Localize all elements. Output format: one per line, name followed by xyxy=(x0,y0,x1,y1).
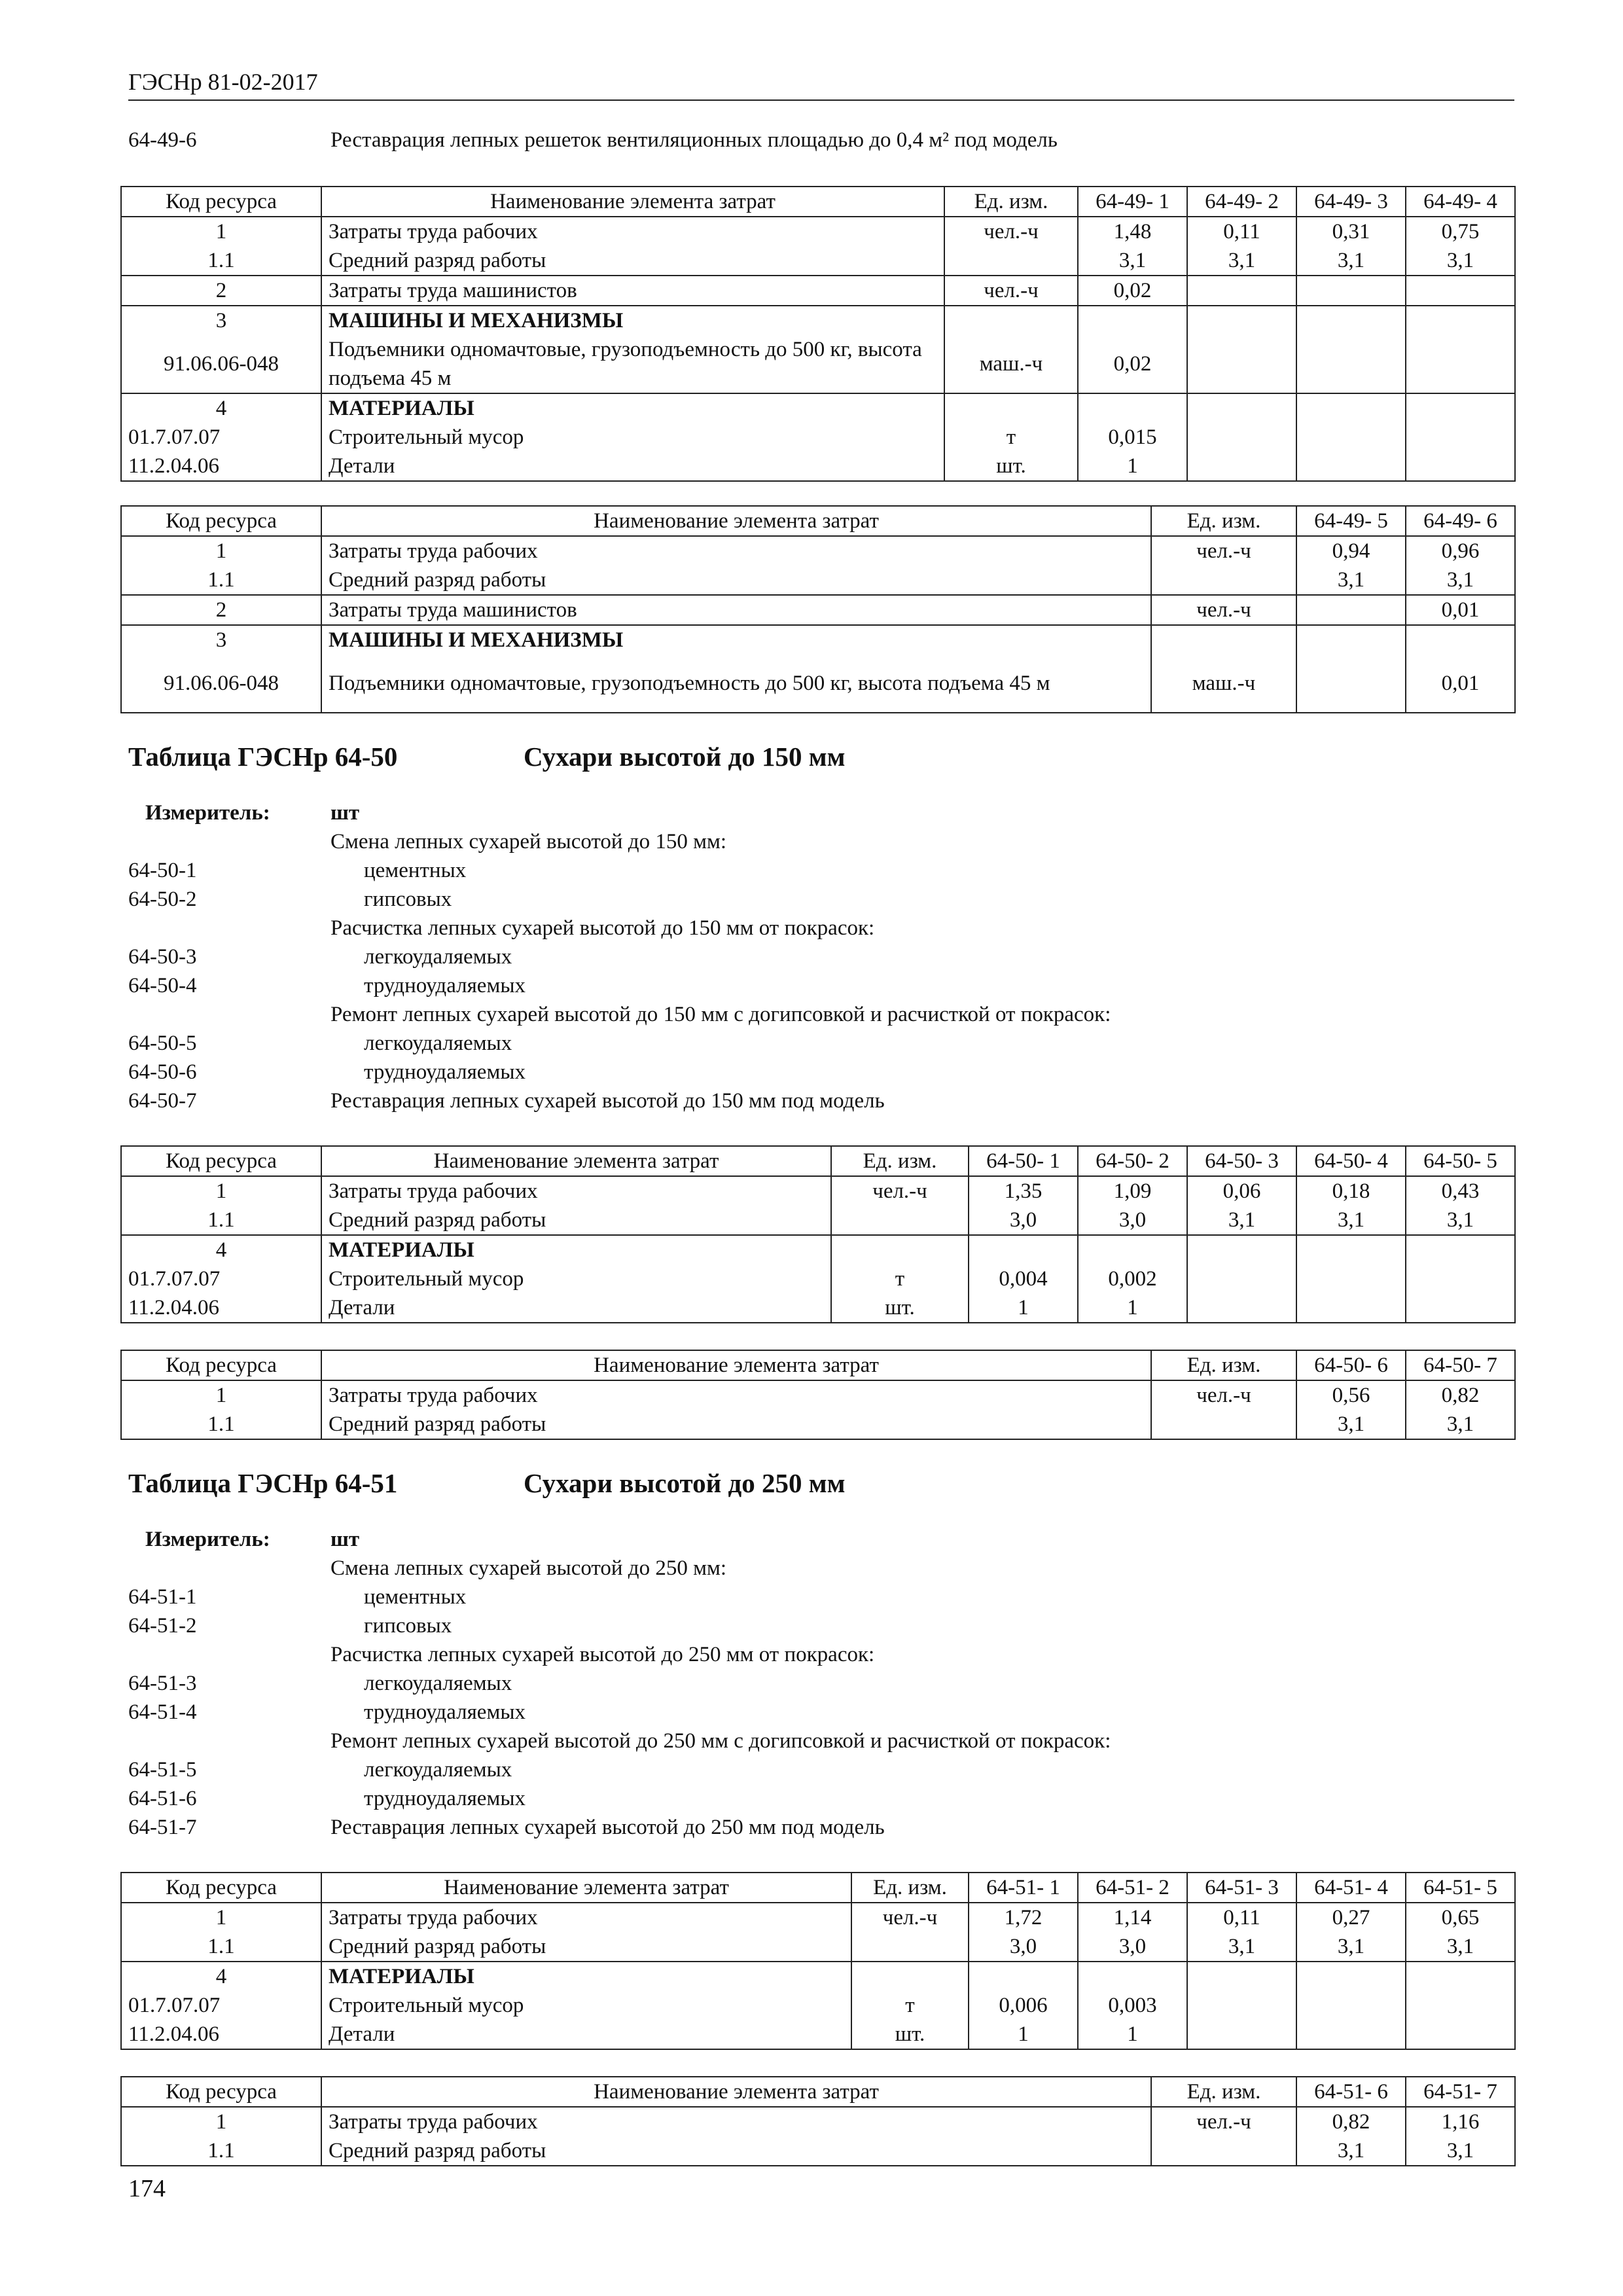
cell-name: Средний разряд работы xyxy=(321,1206,831,1235)
cell-unit: шт. xyxy=(944,452,1078,481)
col-header-code: Код ресурса xyxy=(121,2077,321,2107)
item-group: Смена лепных сухарей высотой до 250 мм: xyxy=(330,1556,727,1580)
item-text: гипсовых xyxy=(364,888,452,911)
cell-value xyxy=(1187,335,1296,393)
item-code: 64-51-6 xyxy=(128,1787,197,1810)
cell-unit: т xyxy=(851,1991,969,2020)
table-header-row xyxy=(121,187,1515,217)
col-header-code: Код ресурса xyxy=(121,1873,321,1903)
cell-group-heading: МАТЕРИАЛЫ xyxy=(321,1962,851,1991)
cell-value xyxy=(1187,2020,1296,2049)
cell-value: 0,31 xyxy=(1296,217,1406,246)
cell-code: 1.1 xyxy=(121,1206,321,1235)
cell-value: 3,1 xyxy=(1406,1206,1515,1235)
cell-unit: чел.-ч xyxy=(851,1903,969,1932)
cell-value: 0,96 xyxy=(1406,536,1515,565)
cell-value xyxy=(1187,1265,1296,1293)
cell-value xyxy=(1406,276,1515,306)
col-header-unit: Ед. изм. xyxy=(944,187,1078,217)
cell-unit: чел.-ч xyxy=(1151,2107,1296,2136)
item-text: цементных xyxy=(364,859,467,882)
table-row xyxy=(121,306,1515,335)
table-row xyxy=(121,1962,1515,1991)
table-row xyxy=(121,2107,1515,2136)
cell-value: 3,1 xyxy=(1406,246,1515,276)
cell-value: 3,0 xyxy=(969,1932,1078,1962)
cell-group-heading: МАТЕРИАЛЫ xyxy=(321,393,944,423)
cell-value: 1 xyxy=(1078,1293,1187,1323)
cell-value: 3,1 xyxy=(1187,1932,1296,1962)
cell-name: Затраты труда рабочих xyxy=(321,2107,1151,2136)
cell-value: 1,16 xyxy=(1406,2107,1515,2136)
cell-unit: шт. xyxy=(831,1293,969,1323)
cell-code: 3 xyxy=(121,306,321,335)
cell-code: 01.7.07.07 xyxy=(121,1265,321,1293)
col-header-norm: 64-50- 3 xyxy=(1187,1146,1296,1176)
cell-unit: маш.-ч xyxy=(1151,655,1296,713)
cell-code: 1 xyxy=(121,217,321,246)
col-header-norm: 64-50- 7 xyxy=(1406,1350,1515,1380)
table-header-row xyxy=(121,1146,1515,1176)
table-header-row xyxy=(121,506,1515,536)
table-row xyxy=(121,1380,1515,1410)
table-row xyxy=(121,2020,1515,2049)
item-code: 64-50-1 xyxy=(128,859,197,882)
norm-table-64-49-b xyxy=(120,505,1516,713)
item-code: 64-51-3 xyxy=(128,1672,197,1695)
item-text: Реставрация лепных решеток вентиляционных площадью до 0,4 м² под модель xyxy=(330,128,1058,152)
cell-code: 4 xyxy=(121,1962,321,1991)
col-header-norm: 64-51- 2 xyxy=(1078,1873,1187,1903)
item-code: 64-50-2 xyxy=(128,888,197,911)
cell-unit: т xyxy=(831,1265,969,1293)
cell-value xyxy=(1296,452,1406,481)
item-text: легкоудаляемых xyxy=(364,945,512,969)
cell-value: 3,1 xyxy=(1187,1206,1296,1235)
col-header-code: Код ресурса xyxy=(121,187,321,217)
norm-table-64-49-a xyxy=(120,186,1516,482)
table-row xyxy=(121,246,1515,276)
col-header-code: Код ресурса xyxy=(121,1350,321,1380)
table-row xyxy=(121,393,1515,423)
cell-unit: чел.-ч xyxy=(944,276,1078,306)
col-header-unit: Ед. изм. xyxy=(1151,2077,1296,2107)
cell-unit: чел.-ч xyxy=(944,217,1078,246)
table-header-row xyxy=(121,1873,1515,1903)
item-code: 64-51-7 xyxy=(128,1816,197,1839)
cell-value: 0,01 xyxy=(1406,595,1515,625)
norm-table-64-50-a xyxy=(120,1145,1516,1323)
table-row xyxy=(121,2136,1515,2166)
cell-value xyxy=(1296,1265,1406,1293)
col-header-code: Код ресурса xyxy=(121,1146,321,1176)
cell-code: 1 xyxy=(121,536,321,565)
cell-value: 0,18 xyxy=(1296,1176,1406,1206)
cell-value: 3,1 xyxy=(1296,1410,1406,1439)
cell-value: 0,94 xyxy=(1296,536,1406,565)
cell-code: 01.7.07.07 xyxy=(121,1991,321,2020)
table-row xyxy=(121,1235,1515,1265)
cell-value xyxy=(1406,452,1515,481)
col-header-name: Наименование элемента затрат xyxy=(321,1350,1151,1380)
cell-value: 0,004 xyxy=(969,1265,1078,1293)
col-header-norm: 64-50- 1 xyxy=(969,1146,1078,1176)
cell-value: 0,43 xyxy=(1406,1176,1515,1206)
cell-value xyxy=(1406,1991,1515,2020)
item-text: трудноудаляемых xyxy=(364,1787,526,1810)
item-group: Расчистка лепных сухарей высотой до 250 мм от покрасок: xyxy=(330,1643,875,1666)
cell-code: 3 xyxy=(121,625,321,655)
cell-value: 3,1 xyxy=(1406,1932,1515,1962)
cell-unit xyxy=(1151,565,1296,595)
item-text: трудноудаляемых xyxy=(364,1700,526,1724)
col-header-norm: 64-51- 5 xyxy=(1406,1873,1515,1903)
col-header-norm: 64-49- 4 xyxy=(1406,187,1515,217)
item-text: гипсовых xyxy=(364,1614,452,1638)
item-code: 64-51-4 xyxy=(128,1700,197,1724)
cell-value: 3,1 xyxy=(1406,565,1515,595)
table-row xyxy=(121,276,1515,306)
cell-value: 0,11 xyxy=(1187,217,1296,246)
cell-name: Затраты труда рабочих xyxy=(321,217,944,246)
cell-value: 1,09 xyxy=(1078,1176,1187,1206)
cell-value: 0,82 xyxy=(1296,2107,1406,2136)
cell-value: 3,1 xyxy=(1406,1410,1515,1439)
cell-unit xyxy=(1151,1410,1296,1439)
col-header-norm: 64-50- 6 xyxy=(1296,1350,1406,1380)
cell-unit: чел.-ч xyxy=(1151,536,1296,565)
cell-unit: чел.-ч xyxy=(1151,595,1296,625)
col-header-norm: 64-49- 5 xyxy=(1296,506,1406,536)
cell-code: 1.1 xyxy=(121,246,321,276)
item-code: 64-50-6 xyxy=(128,1060,197,1084)
col-header-norm: 64-51- 6 xyxy=(1296,2077,1406,2107)
cell-value: 0,75 xyxy=(1406,217,1515,246)
col-header-name: Наименование элемента затрат xyxy=(321,187,944,217)
norm-table-64-50-b xyxy=(120,1350,1516,1440)
table-row xyxy=(121,335,1515,393)
cell-value xyxy=(1296,1991,1406,2020)
item-group: Ремонт лепных сухарей высотой до 150 мм с догипсовкой и расчисткой от покрасок: xyxy=(330,1003,1111,1026)
cell-value: 3,1 xyxy=(1406,2136,1515,2166)
cell-unit xyxy=(851,1932,969,1962)
col-header-unit: Ед. изм. xyxy=(831,1146,969,1176)
cell-name: Затраты труда машинистов xyxy=(321,276,944,306)
item-code: 64-51-2 xyxy=(128,1614,197,1638)
col-header-norm: 64-49- 3 xyxy=(1296,187,1406,217)
item-text: Реставрация лепных сухарей высотой до 250 мм под модель xyxy=(330,1816,885,1839)
cell-value xyxy=(1406,423,1515,452)
col-header-norm: 64-50- 5 xyxy=(1406,1146,1515,1176)
col-header-norm: 64-49- 6 xyxy=(1406,506,1515,536)
cell-unit: т xyxy=(944,423,1078,452)
cell-code: 11.2.04.06 xyxy=(121,2020,321,2049)
item-text: трудноудаляемых xyxy=(364,974,526,997)
cell-name: Детали xyxy=(321,2020,851,2049)
col-header-norm: 64-51- 3 xyxy=(1187,1873,1296,1903)
cell-unit: чел.-ч xyxy=(1151,1380,1296,1410)
meter-value: шт xyxy=(330,1528,360,1551)
cell-name: Средний разряд работы xyxy=(321,2136,1151,2166)
running-header: ГЭСНр 81-02-2017 xyxy=(128,69,318,95)
cell-name: Затраты труда рабочих xyxy=(321,536,1151,565)
item-code: 64-51-5 xyxy=(128,1758,197,1782)
header-rule xyxy=(128,99,1514,101)
page-number: 174 xyxy=(128,2175,166,2202)
meter-label: Измеритель: xyxy=(145,1528,270,1551)
cell-code: 1.1 xyxy=(121,2136,321,2166)
table-row xyxy=(121,217,1515,246)
col-header-name: Наименование элемента затрат xyxy=(321,2077,1151,2107)
cell-value: 0,02 xyxy=(1078,335,1187,393)
cell-code: 1 xyxy=(121,1903,321,1932)
item-text: Реставрация лепных сухарей высотой до 150 мм под модель xyxy=(330,1089,885,1113)
cell-name: Детали xyxy=(321,452,944,481)
table-row xyxy=(121,1206,1515,1235)
item-code: 64-50-7 xyxy=(128,1089,197,1113)
cell-value xyxy=(1296,655,1406,713)
cell-value: 3,1 xyxy=(1296,2136,1406,2166)
cell-unit: шт. xyxy=(851,2020,969,2049)
cell-value xyxy=(1296,423,1406,452)
cell-value: 0,06 xyxy=(1187,1176,1296,1206)
cell-value: 3,0 xyxy=(1078,1206,1187,1235)
table-row xyxy=(121,1410,1515,1439)
cell-code: 11.2.04.06 xyxy=(121,452,321,481)
cell-value: 1 xyxy=(969,1293,1078,1323)
cell-value xyxy=(1187,1991,1296,2020)
cell-value: 0,003 xyxy=(1078,1991,1187,2020)
table-row xyxy=(121,1932,1515,1962)
meter-label: Измеритель: xyxy=(145,801,270,825)
table-header-row xyxy=(121,2077,1515,2107)
item-group: Ремонт лепных сухарей высотой до 250 мм с догипсовкой и расчисткой от покрасок: xyxy=(330,1729,1111,1753)
cell-value: 0,002 xyxy=(1078,1265,1187,1293)
cell-name: Строительный мусор xyxy=(321,1991,851,2020)
cell-code: 1.1 xyxy=(121,565,321,595)
cell-unit xyxy=(1151,2136,1296,2166)
cell-code: 2 xyxy=(121,276,321,306)
table-label: Таблица ГЭСНр 64-51 xyxy=(128,1468,398,1498)
col-header-code: Код ресурса xyxy=(121,506,321,536)
item-code: 64-50-3 xyxy=(128,945,197,969)
cell-value: 3,1 xyxy=(1296,565,1406,595)
meter-value: шт xyxy=(330,801,360,825)
col-header-norm: 64-49- 2 xyxy=(1187,187,1296,217)
cell-group-heading: МАТЕРИАЛЫ xyxy=(321,1235,831,1265)
col-header-unit: Ед. изм. xyxy=(1151,506,1296,536)
cell-unit: маш.-ч xyxy=(944,335,1078,393)
cell-value: 3,1 xyxy=(1078,246,1187,276)
cell-name: Затраты труда машинистов xyxy=(321,595,1151,625)
cell-name: Затраты труда рабочих xyxy=(321,1380,1151,1410)
cell-value: 1,14 xyxy=(1078,1903,1187,1932)
col-header-norm: 64-51- 7 xyxy=(1406,2077,1515,2107)
item-text: легкоудаляемых xyxy=(364,1758,512,1782)
col-header-norm: 64-50- 4 xyxy=(1296,1146,1406,1176)
cell-group-heading: МАШИНЫ И МЕХАНИЗМЫ xyxy=(321,306,944,335)
cell-name: Затраты труда рабочих xyxy=(321,1176,831,1206)
cell-value xyxy=(1187,276,1296,306)
cell-value: 0,01 xyxy=(1406,655,1515,713)
col-header-name: Наименование элемента затрат xyxy=(321,1146,831,1176)
cell-value xyxy=(1296,595,1406,625)
table-row xyxy=(121,565,1515,595)
item-code: 64-50-4 xyxy=(128,974,197,997)
cell-code: 1 xyxy=(121,2107,321,2136)
cell-code: 1 xyxy=(121,1176,321,1206)
col-header-unit: Ед. изм. xyxy=(1151,1350,1296,1380)
table-row xyxy=(121,423,1515,452)
cell-value xyxy=(1187,452,1296,481)
item-code: 64-51-1 xyxy=(128,1585,197,1609)
cell-code: 1.1 xyxy=(121,1932,321,1962)
cell-value: 0,015 xyxy=(1078,423,1187,452)
item-code: 64-50-5 xyxy=(128,1031,197,1055)
cell-value: 0,27 xyxy=(1296,1903,1406,1932)
table-row xyxy=(121,1176,1515,1206)
col-header-unit: Ед. изм. xyxy=(851,1873,969,1903)
cell-code: 2 xyxy=(121,595,321,625)
cell-value: 1,35 xyxy=(969,1176,1078,1206)
cell-code: 91.06.06-048 xyxy=(121,655,321,713)
cell-code: 1 xyxy=(121,1380,321,1410)
cell-code: 91.06.06-048 xyxy=(121,335,321,393)
cell-group-heading: МАШИНЫ И МЕХАНИЗМЫ xyxy=(321,625,1151,655)
col-header-norm: 64-51- 4 xyxy=(1296,1873,1406,1903)
cell-value: 1 xyxy=(1078,452,1187,481)
cell-value: 3,1 xyxy=(1296,246,1406,276)
item-group: Смена лепных сухарей высотой до 150 мм: xyxy=(330,830,727,853)
cell-name: Подъемники одномачтовые, грузоподъемность до 500 кг, высота подъема 45 м xyxy=(321,655,1151,713)
table-row xyxy=(121,1903,1515,1932)
cell-name: Строительный мусор xyxy=(321,1265,831,1293)
cell-value: 3,1 xyxy=(1296,1206,1406,1235)
cell-value xyxy=(1187,423,1296,452)
cell-name: Средний разряд работы xyxy=(321,1410,1151,1439)
table-header-row xyxy=(121,1350,1515,1380)
cell-name: Детали xyxy=(321,1293,831,1323)
item-group: Расчистка лепных сухарей высотой до 150 мм от покрасок: xyxy=(330,916,875,940)
cell-value xyxy=(1296,2020,1406,2049)
cell-value: 0,02 xyxy=(1078,276,1187,306)
cell-unit: чел.-ч xyxy=(831,1176,969,1206)
cell-value: 1,72 xyxy=(969,1903,1078,1932)
cell-value xyxy=(1296,1293,1406,1323)
col-header-name: Наименование элемента затрат xyxy=(321,1873,851,1903)
cell-code: 1.1 xyxy=(121,1410,321,1439)
norm-table-64-51-a xyxy=(120,1872,1516,2050)
cell-value: 3,0 xyxy=(969,1206,1078,1235)
cell-unit xyxy=(831,1206,969,1235)
item-text: легкоудаляемых xyxy=(364,1672,512,1695)
table-row xyxy=(121,655,1515,713)
cell-name: Средний разряд работы xyxy=(321,565,1151,595)
cell-value: 3,1 xyxy=(1187,246,1296,276)
item-code: 64-49-6 xyxy=(128,128,197,152)
section-title: Сухари высотой до 250 мм xyxy=(524,1468,846,1498)
cell-value xyxy=(1406,2020,1515,2049)
cell-code: 4 xyxy=(121,393,321,423)
cell-value: 1 xyxy=(969,2020,1078,2049)
cell-value: 0,82 xyxy=(1406,1380,1515,1410)
cell-value: 1 xyxy=(1078,2020,1187,2049)
col-header-norm: 64-50- 2 xyxy=(1078,1146,1187,1176)
table-row xyxy=(121,1991,1515,2020)
cell-name: Строительный мусор xyxy=(321,423,944,452)
col-header-norm: 64-51- 1 xyxy=(969,1873,1078,1903)
table-row xyxy=(121,1265,1515,1293)
table-row xyxy=(121,452,1515,481)
cell-value: 1,48 xyxy=(1078,217,1187,246)
section-title: Сухари высотой до 150 мм xyxy=(524,742,846,772)
item-text: трудноудаляемых xyxy=(364,1060,526,1084)
cell-value xyxy=(1406,1293,1515,1323)
cell-value xyxy=(1296,276,1406,306)
cell-name: Затраты труда рабочих xyxy=(321,1903,851,1932)
cell-value: 0,56 xyxy=(1296,1380,1406,1410)
cell-code: 4 xyxy=(121,1235,321,1265)
cell-name: Средний разряд работы xyxy=(321,246,944,276)
table-row xyxy=(121,1293,1515,1323)
table-label: Таблица ГЭСНр 64-50 xyxy=(128,742,398,772)
item-text: легкоудаляемых xyxy=(364,1031,512,1055)
cell-value xyxy=(1296,335,1406,393)
cell-value: 3,0 xyxy=(1078,1932,1187,1962)
cell-value: 0,65 xyxy=(1406,1903,1515,1932)
cell-code: 11.2.04.06 xyxy=(121,1293,321,1323)
cell-value xyxy=(1406,1265,1515,1293)
cell-value: 0,11 xyxy=(1187,1903,1296,1932)
cell-name: Подъемники одномачтовые, грузоподъемность до 500 кг, высота подъема 45 м xyxy=(321,335,944,393)
norm-table-64-51-b xyxy=(120,2076,1516,2166)
cell-value xyxy=(1406,335,1515,393)
table-row xyxy=(121,536,1515,565)
cell-value xyxy=(1187,1293,1296,1323)
table-row xyxy=(121,625,1515,655)
cell-value: 0,006 xyxy=(969,1991,1078,2020)
cell-name: Средний разряд работы xyxy=(321,1932,851,1962)
cell-code: 01.7.07.07 xyxy=(121,423,321,452)
col-header-name: Наименование элемента затрат xyxy=(321,506,1151,536)
cell-unit xyxy=(944,246,1078,276)
item-text: цементных xyxy=(364,1585,467,1609)
col-header-norm: 64-49- 1 xyxy=(1078,187,1187,217)
cell-value: 3,1 xyxy=(1296,1932,1406,1962)
table-row xyxy=(121,595,1515,625)
